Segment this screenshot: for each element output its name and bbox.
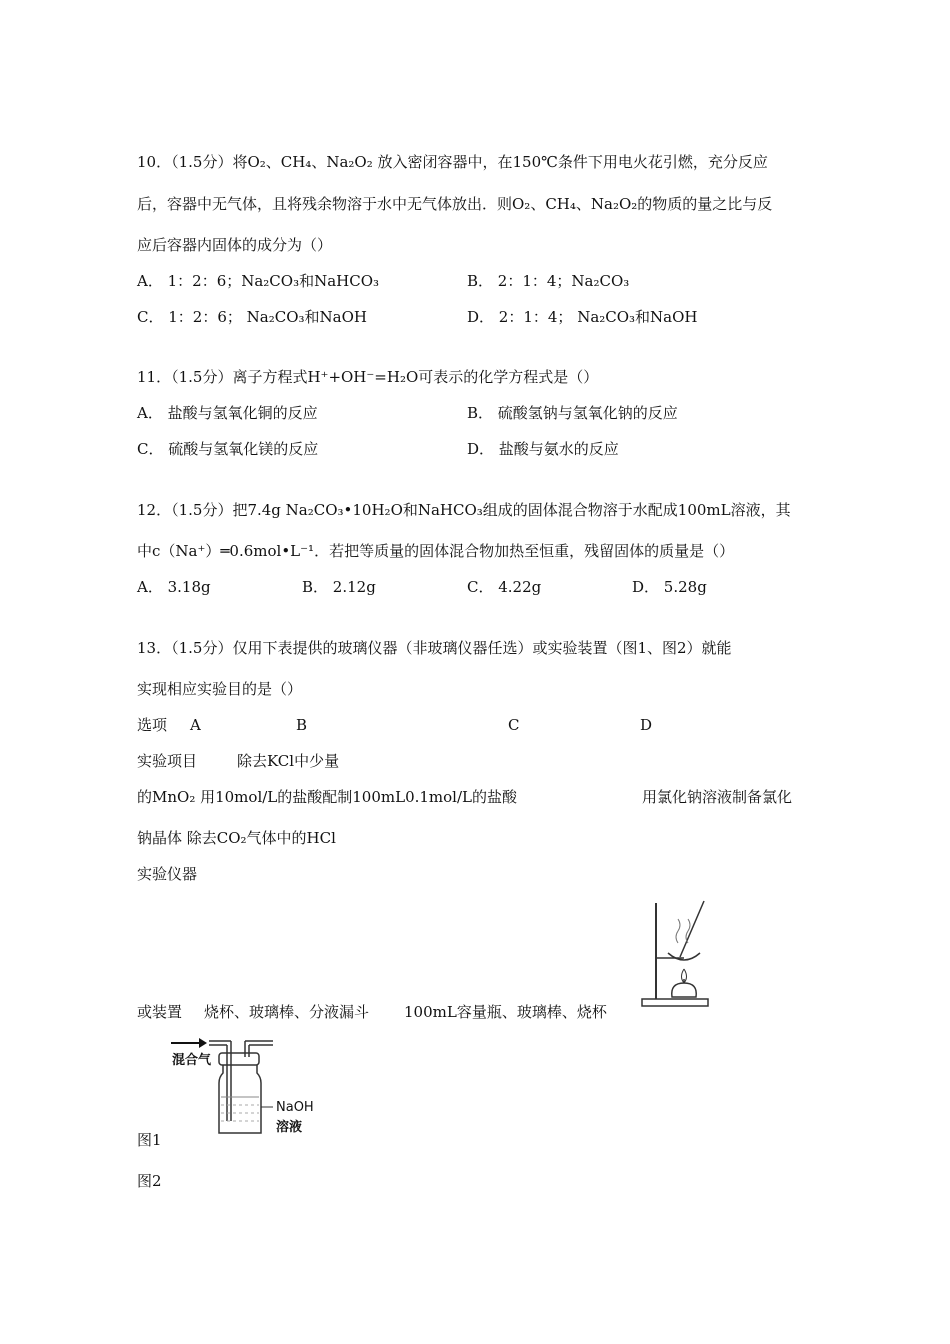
q10-option-c: C． 1：2：6； Na₂CO₃和NaOH: [137, 308, 367, 326]
q10-stem-line1: 10．（1.5分）将O₂、CH₄、Na₂O₂ 放入密闭容器中，在150℃条件下用电火花引燃，充分反应: [137, 153, 768, 171]
q13-row1-a-part1: 除去KCl中少量: [237, 752, 340, 770]
q13-header-label: 选项: [137, 716, 168, 734]
q11-option-d: D． 盐酸与氨水的反应: [467, 440, 619, 458]
q11-option-c: C． 硫酸与氢氧化镁的反应: [137, 440, 319, 458]
q12-option-c: C． 4.22g: [467, 578, 542, 596]
q10-stem-line3: 应后容器内固体的成分为（）: [137, 236, 333, 254]
q13-row1-c-part1: 用氯化钠溶液制备氯化: [642, 788, 793, 806]
q13-col-a: A: [190, 716, 201, 734]
q10-option-a: A． 1：2：6；Na₂CO₃和NaHCO₃: [137, 272, 380, 290]
q13-row2-label: 实验仪器: [137, 865, 198, 883]
q12-stem-line2: 中c（Na⁺）═0.6mol•L⁻¹．若把等质量的固体混合物加热至恒重，残留固体的质量是（）: [137, 542, 735, 560]
q12-stem-line1: 12．（1.5分）把7.4g Na₂CO₃•10H₂O和NaHCO₃组成的固体混合物溶于水配成100mL溶液，其: [137, 501, 791, 519]
q13-row3-b: 100mL容量瓶、玻璃棒、烧杯: [404, 1003, 607, 1021]
q10-option-d: D． 2：1：4； Na₂CO₃和NaOH: [467, 308, 698, 326]
q13-row1-label: 实验项目: [137, 752, 198, 770]
q12-option-d: D． 5.28g: [632, 578, 707, 596]
q13-row3-a: 烧杯、玻璃棒、分液漏斗: [204, 1003, 370, 1021]
q12-option-b: B． 2.12g: [302, 578, 376, 596]
fig-gas-label: 混合气: [172, 1053, 212, 1068]
fig1-caption: 图1: [137, 1131, 162, 1149]
fig-solution-label: 溶液: [276, 1120, 303, 1135]
q11-option-a: A． 盐酸与氢氧化铜的反应: [137, 404, 318, 422]
q13-row1-line2: 的MnO₂ 用10mol/L的盐酸配制100mL0.1mol/L的盐酸: [137, 788, 517, 806]
q13-stem-line1: 13．（1.5分）仅用下表提供的玻璃仪器（非玻璃仪器任选）或实验装置（图1、图2）就能: [137, 639, 732, 657]
q10-option-b: B． 2：1：4；Na₂CO₃: [467, 272, 630, 290]
q12-option-a: A． 3.18g: [137, 578, 211, 596]
q13-col-c: C: [508, 716, 520, 734]
q13-row3-label: 或装置: [137, 1003, 183, 1021]
q11-stem: 11．（1.5分）离子方程式H⁺+OH⁻=H₂O可表示的化学方程式是（）: [137, 368, 599, 386]
evaporation-apparatus-figure: [640, 895, 712, 1015]
q13-row1-line3: 钠晶体 除去CO₂气体中的HCl: [137, 829, 336, 847]
fig2-caption: 图2: [137, 1172, 162, 1190]
q11-option-b: B． 硫酸氢钠与氢氧化钠的反应: [467, 404, 678, 422]
fig-naoh-label: NaOH: [276, 1100, 314, 1115]
q10-stem-line2: 后，容器中无气体，且将残余物溶于水中无气体放出．则O₂、CH₄、Na₂O₂的物质的量之比与反: [137, 195, 773, 213]
q13-col-b: B: [296, 716, 308, 734]
q13-col-d: D: [640, 716, 653, 734]
q13-stem-line2: 实现相应实验目的是（）: [137, 680, 303, 698]
